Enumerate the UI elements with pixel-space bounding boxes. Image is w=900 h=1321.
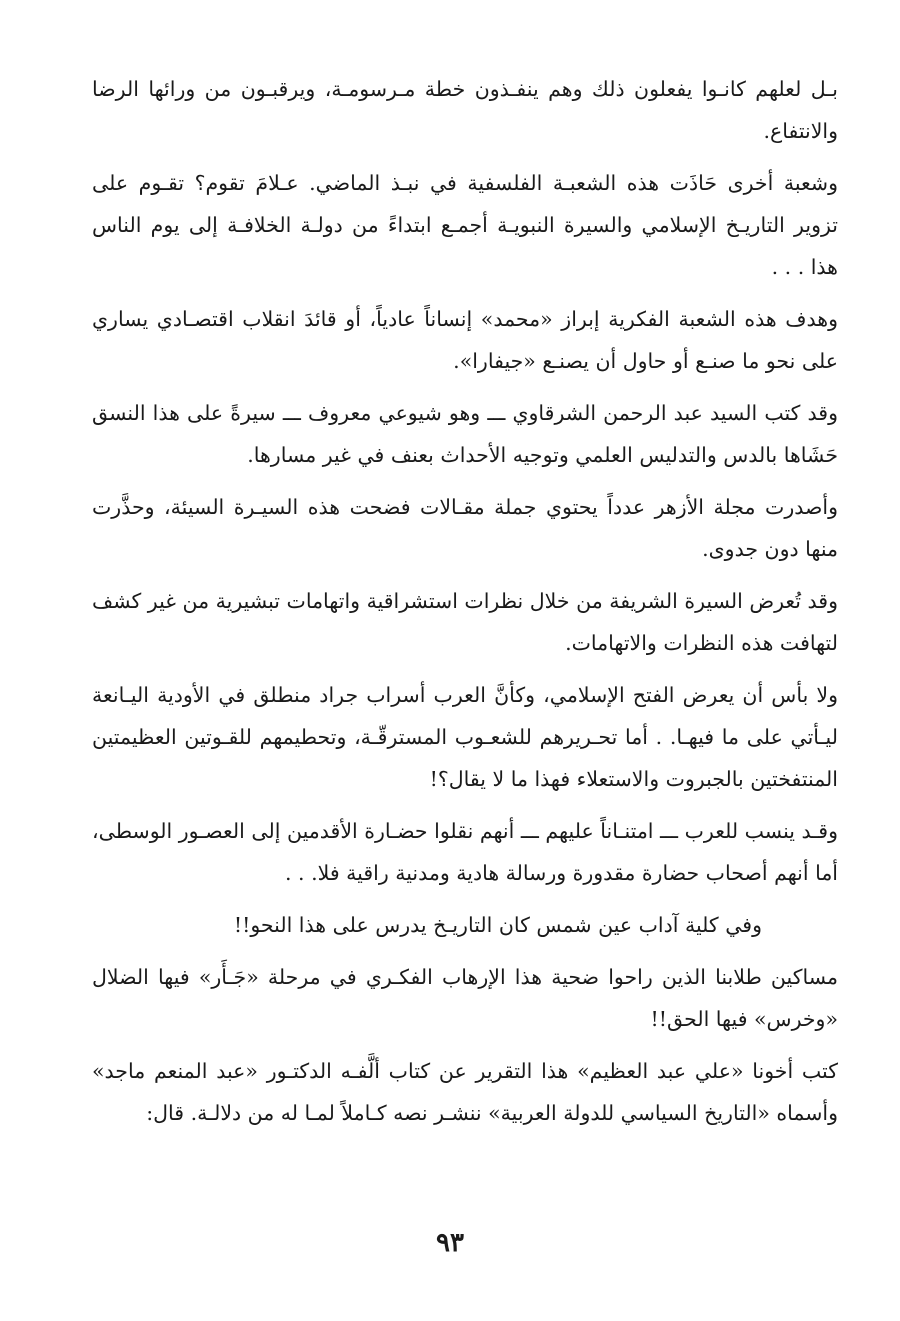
paragraph: بـل لعلهم كانـوا يفعلون ذلك وهم ينفـذون خطة مـرسومـة، ويرقبـون من ورائها الرضا والانتفاع.: [92, 77, 838, 143]
paragraph: وهدف هذه الشعبة الفكرية إبراز «محمد» إنساناً عادياً، أو قائدَ انقلاب اقتصـادي يساري على نحو ما صنـع أو حاول أن يصنـع «جيفارا».: [92, 307, 838, 373]
paragraph: وفي كلية آداب عين شمس كان التاريـخ يدرس على هذا النحو!!: [233, 913, 762, 937]
paragraph: كتب أخونا «علي عبد العظيم» هذا التقرير عن كتاب ألَّفـه الدكتـور «عبد المنعم ماجد» وأسماه «التاريخ السياسي للدولة العربية» ننشـر نصه كـاملاً لمـا له من دلالـة. قال:: [92, 1059, 838, 1125]
paragraph: وقد كتب السيد عبد الرحمن الشرقاوي ـــ وهو شيوعي معروف ـــ سيرةً على هذا النسق حَشَاها بالدس والتدليس العلمي وتوجيه الأحداث بعنف في غير مسارها.: [92, 401, 838, 467]
paragraph: وشعبة أخرى حَاذَت هذه الشعبـة الفلسفية في نبـذ الماضي. عـلامَ تقوم؟ تقـوم على تزوير التاريـخ الإسلامي والسيرة النبويـة أجمـع ابتداءً من دولـة الخلافـة إلى يوم الناس هذا . . .: [92, 171, 838, 279]
paragraph: وأصدرت مجلة الأزهر عدداً يحتوي جملة مقـالات فضحت هذه السيـرة السيئة، وحذَّرت منها دون جدوى.: [92, 495, 838, 561]
paragraph: ولا بأس أن يعرض الفتح الإسلامي، وكأنَّ العرب أسراب جراد منطلق في الأودية اليـانعة ليـأتي على ما فيهـا. . أما تحـريرهم للشعـوب المسترقّـة، وتحطيمهم للقـوتين العظيمتين المنتفختين بالجبروت والاستعلاء فهذا ما لا يقال؟!: [92, 683, 838, 791]
paragraph: وقـد ينسب للعرب ـــ امتنـاناً عليهم ـــ أنهم نقلوا حضـارة الأقدمين إلى العصـور الوسطى، أما أنهم أصحاب حضارة مقدورة ورسالة هادية ومدنية راقية فلا. . .: [92, 819, 838, 885]
paragraph: وقد تُعرض السيرة الشريفة من خلال نظرات استشراقية واتهامات تبشيرية من غير كشف لتهافت هذه النظرات والاتهامات.: [92, 589, 838, 655]
page-number: ٩٣: [436, 1228, 464, 1258]
body-text: [92, 68, 838, 1144]
paragraph: مساكين طلابنا الذين راحوا ضحية هذا الإرهاب الفكـري في مرحلة «جَـأَر» فيها الضلال «وخرس» فيها الحق!!: [92, 965, 838, 1031]
